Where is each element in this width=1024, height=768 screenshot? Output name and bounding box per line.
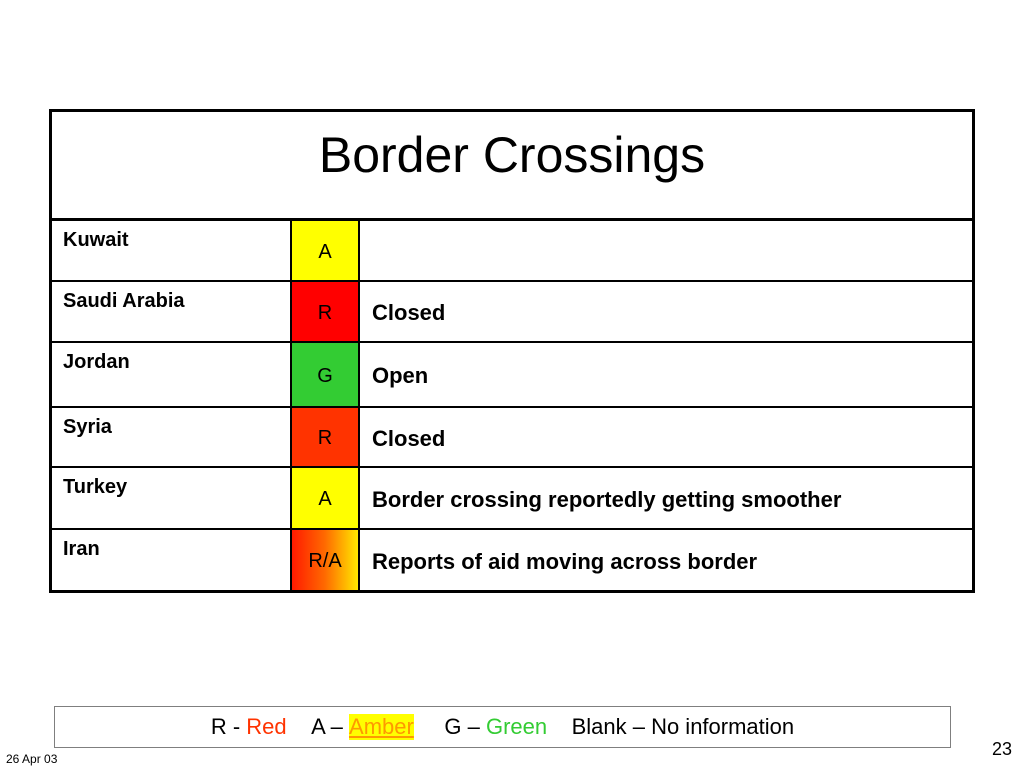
note-cell: Open — [372, 363, 429, 388]
note-cell: Closed — [372, 300, 446, 325]
table-row — [52, 282, 972, 343]
status-cell: R — [292, 408, 360, 466]
country-cell: Iran — [52, 530, 292, 590]
table-title: Border Crossings — [52, 112, 972, 221]
table-row — [52, 343, 972, 408]
table-row — [52, 530, 972, 590]
status-cell: R/A — [292, 530, 360, 590]
table-row — [52, 408, 972, 468]
country-cell: Turkey — [52, 468, 292, 528]
status-cell: R — [292, 282, 360, 341]
legend-green: Green — [485, 714, 548, 739]
legend-blank: Blank – No information — [571, 714, 795, 739]
country-cell: Saudi Arabia — [52, 282, 292, 341]
legend-gap — [287, 714, 311, 740]
note-cell: Closed — [372, 425, 446, 451]
table-row — [52, 221, 972, 282]
legend-amber: Amber — [349, 714, 414, 739]
footer-date: 26 Apr 03 — [6, 752, 58, 766]
table-row — [52, 468, 972, 530]
note-cell: Border crossing reportedly getting smoother — [372, 486, 842, 512]
country-cell: Jordan — [52, 343, 292, 406]
legend-gap — [547, 714, 571, 740]
color-legend — [54, 706, 951, 748]
legend-red: Red — [246, 714, 287, 739]
status-cell: A — [292, 468, 360, 528]
legend-gap — [414, 714, 445, 740]
note-cell: Reports of aid moving across border — [372, 548, 758, 574]
status-cell: G — [292, 343, 360, 406]
status-cell: A — [292, 221, 360, 280]
country-cell: Syria — [52, 408, 292, 466]
legend-r-prefix: R - — [210, 714, 247, 739]
legend-g-prefix: G – — [444, 714, 486, 739]
border-crossings-table — [49, 109, 975, 593]
page-number: 23 — [992, 739, 1013, 759]
note-cell — [360, 221, 972, 280]
country-cell: Kuwait — [52, 221, 292, 280]
legend-a-prefix: A – — [311, 714, 350, 739]
